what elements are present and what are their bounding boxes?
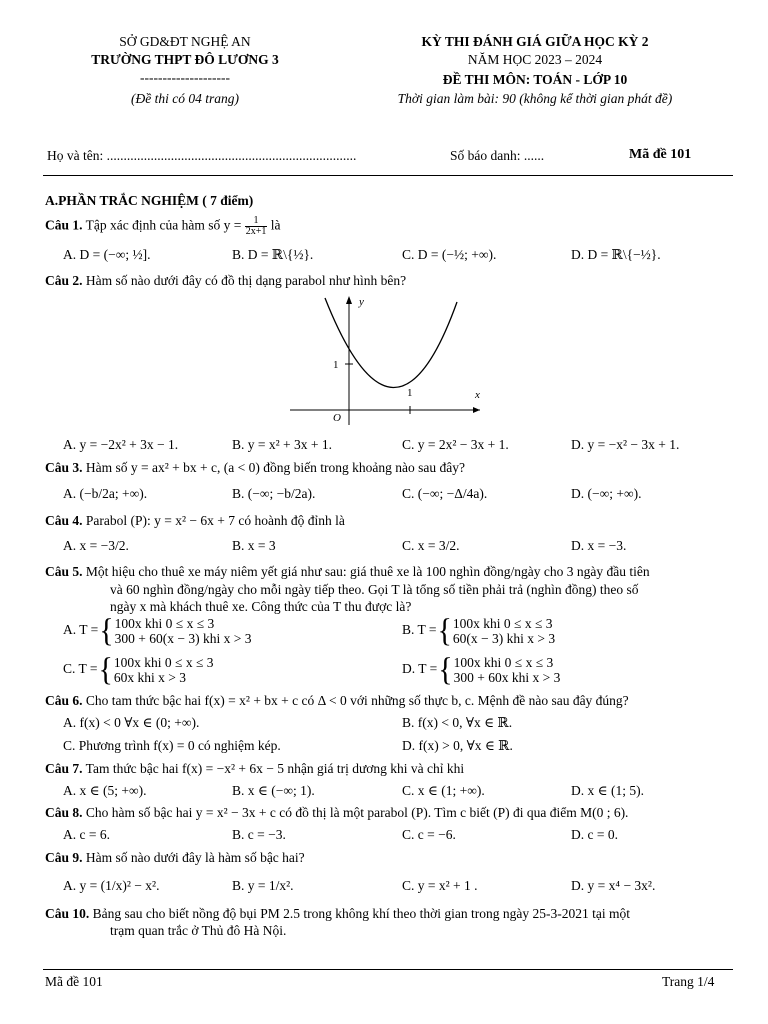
q3-text: Hàm số y = ax² + bx + c, (a < 0) đồng biến trong khoảng nào sau đây? <box>85 460 465 475</box>
q6-option-b[interactable]: B. f(x) < 0, ∀x ∈ ℝ. <box>402 715 513 730</box>
q2-option-c[interactable]: C. y = 2x² − 3x + 1. <box>402 437 509 452</box>
question-3 <box>45 460 465 476</box>
q1-text: Tập xác định của hàm số y = <box>85 217 242 233</box>
question-7 <box>45 761 464 777</box>
school-name: TRƯỜNG THPT ĐÔ LƯƠNG 3 <box>91 52 279 67</box>
question-4 <box>45 513 345 529</box>
q3-option-b[interactable]: B. (−∞; −b/2a). <box>232 486 316 501</box>
q5-line1: Một hiệu cho thuê xe máy niêm yết giá như sau: giá thuê xe là 100 nghìn đồng/ngày cho 3 ngày đầu tiên <box>85 564 650 579</box>
q4-option-a[interactable]: A. x = −3/2. <box>63 538 129 553</box>
parabol-graph <box>285 290 485 430</box>
q9-option-d[interactable]: D. y = x⁴ − 3x². <box>571 878 656 893</box>
q1-option-d[interactable]: D. D = ℝ\{−½}. <box>571 247 661 262</box>
y-axis-label: y <box>359 296 364 308</box>
header-rule <box>43 175 733 176</box>
q4-option-b[interactable]: B. x = 3 <box>232 538 276 553</box>
q3-option-d[interactable]: D. (−∞; +∞). <box>571 486 642 501</box>
dept-name: SỞ GD&ĐT NGHỆ AN <box>119 34 251 49</box>
q9-option-a[interactable]: A. y = (1/x)² − x². <box>63 878 160 893</box>
q6-option-c[interactable]: C. Phương trình f(x) = 0 có nghiệm kép. <box>63 738 281 753</box>
q3-option-c[interactable]: C. (−∞; −Δ/4a). <box>402 486 488 501</box>
q6-option-a[interactable]: A. f(x) < 0 ∀x ∈ (0; +∞). <box>63 715 200 730</box>
q2-label: Câu 2. <box>45 273 83 288</box>
y-axis-arrow <box>346 296 352 304</box>
q4-option-c[interactable]: C. x = 3/2. <box>402 538 460 553</box>
q4-option-d[interactable]: D. x = −3. <box>571 538 627 553</box>
exam-time: Thời gian làm bài: 90 (không kể thời gian phát đề) <box>397 91 673 106</box>
q9-label: Câu 9. <box>45 850 83 865</box>
q8-option-b[interactable]: B. c = −3. <box>232 827 286 842</box>
exam-subject: ĐỀ THI MÔN: TOÁN - LỚP 10 <box>442 72 628 87</box>
student-id-field[interactable]: Số báo danh: ...... <box>450 148 545 163</box>
q6-label: Câu 6. <box>45 693 83 708</box>
q8-option-d[interactable]: D. c = 0. <box>571 827 618 842</box>
q10-line1: Bảng sau cho biết nồng độ bụi PM 2.5 trong không khí theo thời gian trong ngày 25-3-2021 tại một <box>92 906 630 921</box>
x-axis-arrow <box>473 407 480 413</box>
question-5 <box>45 564 650 580</box>
q5-line2: và 60 nghìn đồng/ngày cho mỗi ngày tiếp theo. Gọi T là tổng số tiền phải trả (nghìn đồng) theo số <box>110 582 639 597</box>
q8-label: Câu 8. <box>45 805 83 820</box>
exam-code: Mã đề 101 <box>629 147 692 162</box>
q7-option-a[interactable]: A. x ∈ (5; +∞). <box>63 783 147 798</box>
q1-label: Câu 1. <box>45 217 83 233</box>
header-dashes: -------------------- <box>140 70 230 85</box>
q5-option-b[interactable]: B. T ={ 100x khi 0 ≤ x ≤ 3 60(x − 3) khi x > 3 <box>402 612 556 649</box>
q7-option-c[interactable]: C. x ∈ (1; +∞). <box>402 783 485 798</box>
section-title: A.PHẦN TRẮC NGHIỆM ( 7 điểm) <box>45 193 254 208</box>
q8-text: Cho hàm số bậc hai y = x² − 3x + c có đồ thị là một parabol (P). Tìm c biết (P) đi qua điểm M(0 ; 6). <box>85 805 629 820</box>
q8-option-a[interactable]: A. c = 6. <box>63 827 110 842</box>
q3-option-a[interactable]: A. (−b/2a; +∞). <box>63 486 148 501</box>
question-10 <box>45 906 630 922</box>
q5-option-d[interactable]: D. T ={ 100x khi 0 ≤ x ≤ 3 300 + 60x khi x > 3 <box>402 651 561 688</box>
q2-option-d[interactable]: D. y = −x² − 3x + 1. <box>571 437 680 452</box>
q9-text: Hàm số nào dưới đây là hàm số bậc hai? <box>85 850 305 865</box>
q7-option-b[interactable]: B. x ∈ (−∞; 1). <box>232 783 315 798</box>
q9-option-c[interactable]: C. y = x² + 1 . <box>402 878 478 893</box>
footer-rule <box>43 969 733 970</box>
q1-option-b[interactable]: B. D = ℝ\{½}. <box>232 247 314 262</box>
q2-option-a[interactable]: A. y = −2x² + 3x − 1. <box>63 437 179 452</box>
q4-text: Parabol (P): y = x² − 6x + 7 có hoành độ đỉnh là <box>85 513 345 528</box>
question-2 <box>45 273 406 289</box>
footer-code: Mã đề 101 <box>45 974 103 989</box>
q6-text: Cho tam thức bậc hai f(x) = x² + bx + c có Δ < 0 với những số thực b, c. Mệnh đề nào sau đây đúng? <box>85 693 629 708</box>
q7-text: Tam thức bậc hai f(x) = −x² + 6x − 5 nhận giá trị dương khi và chỉ khi <box>85 761 465 776</box>
question-9 <box>45 850 305 866</box>
x-axis-label: x <box>475 389 480 401</box>
tick-x-label: 1 <box>407 387 413 399</box>
q8-option-c[interactable]: C. c = −6. <box>402 827 456 842</box>
question-6 <box>45 693 629 709</box>
q7-label: Câu 7. <box>45 761 83 776</box>
question-1 <box>45 216 281 237</box>
origin-label: O <box>333 412 341 424</box>
q1-fraction: $\frac{1}{2x+1}$ <box>245 215 267 237</box>
q9-option-b[interactable]: B. y = 1/x². <box>232 878 294 893</box>
student-name-field[interactable]: Họ và tên: .......................................................................... <box>47 148 357 163</box>
parabola-curve <box>325 298 457 388</box>
q2-option-b[interactable]: B. y = x² + 3x + 1. <box>232 437 333 452</box>
q10-label: Câu 10. <box>45 906 90 921</box>
q4-label: Câu 4. <box>45 513 83 528</box>
q5-line3: ngày x mà khách thuê xe. Công thức của T thu được là? <box>110 599 412 614</box>
q1-text-end: là <box>270 217 281 233</box>
q3-label: Câu 3. <box>45 460 83 475</box>
pages-note: (Đề thi có 04 trang) <box>131 91 239 106</box>
q1-option-a[interactable]: A. D = (−∞; ½]. <box>63 247 151 262</box>
exam-title: KỲ THI ĐÁNH GIÁ GIỮA HỌC KỲ 2 <box>421 34 649 49</box>
tick-y-label: 1 <box>333 359 339 371</box>
q1-option-c[interactable]: C. D = (−½; +∞). <box>402 247 497 262</box>
q5-label: Câu 5. <box>45 564 83 579</box>
q5-option-c[interactable]: C. T ={ 100x khi 0 ≤ x ≤ 3 60x khi x > 3 <box>63 651 214 688</box>
q6-option-d[interactable]: D. f(x) > 0, ∀x ∈ ℝ. <box>402 738 513 753</box>
q7-option-d[interactable]: D. x ∈ (1; 5). <box>571 783 644 798</box>
q10-line2: trạm quan trắc ở Thủ đô Hà Nội. <box>110 923 287 938</box>
q5-option-a[interactable]: A. T ={ 100x khi 0 ≤ x ≤ 3 300 + 60(x − 3) khi x > 3 <box>63 612 252 649</box>
footer-page: Trang 1/4 <box>662 974 715 989</box>
school-year: NĂM HỌC 2023 – 2024 <box>467 52 603 67</box>
q2-text: Hàm số nào dưới đây có đồ thị dạng parabol như hình bên? <box>85 273 407 288</box>
question-8 <box>45 805 628 821</box>
